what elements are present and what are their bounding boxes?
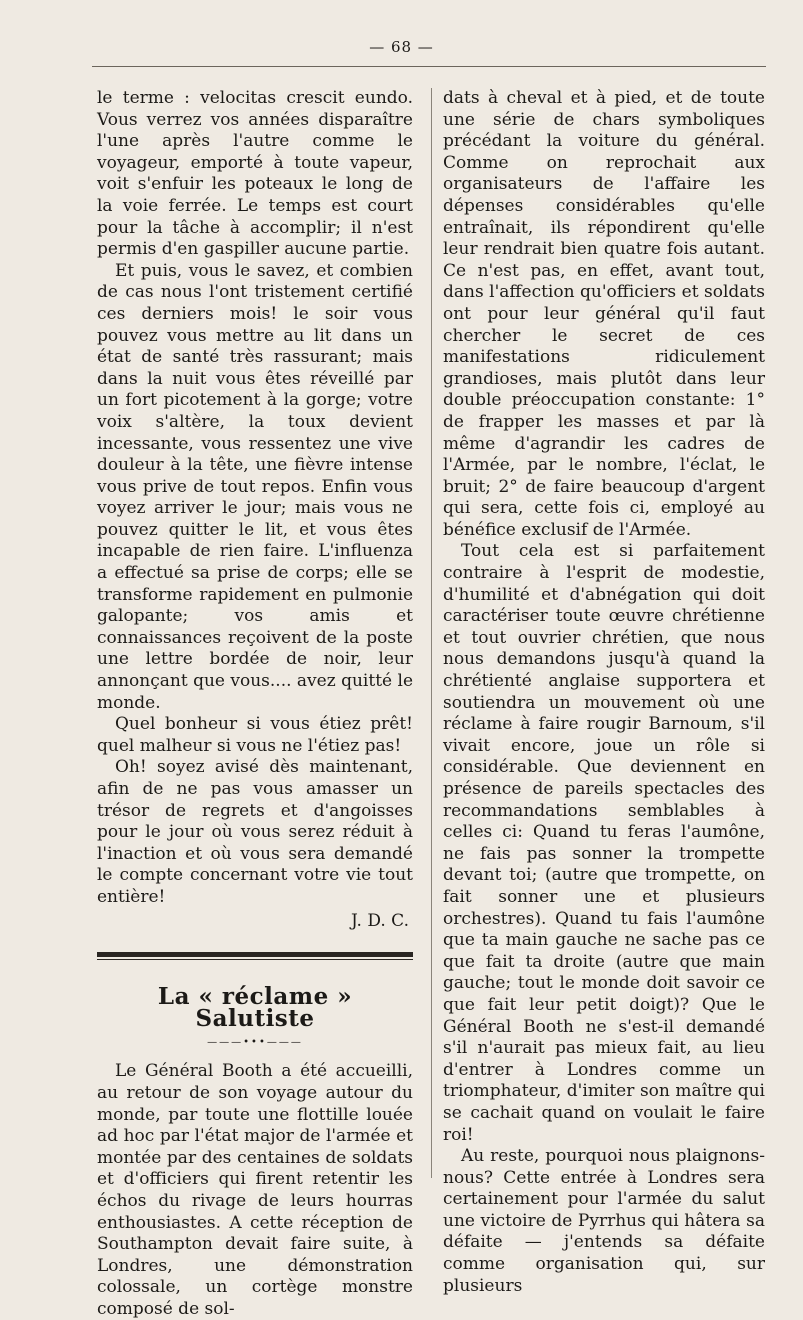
- article-title: La « réclame » Salutiste: [157, 983, 353, 1032]
- right-column: [443, 88, 765, 1297]
- article-separator: [97, 952, 413, 960]
- left-column: [97, 88, 413, 1320]
- title-ornament: ———•••———: [207, 1037, 303, 1049]
- paragraph-pyrrhus: Au reste, pourquoi nous plaignons-nous? Cette entrée à Londres sera certainement pour l'armée du salut une victoire de Pyrrhus qui hâtera sa défaite — j'entends sa défaite comme organisation qui, sur plusieurs: [443, 1146, 765, 1296]
- paragraph-modestie: Tout cela est si parfaitement contraire à l'esprit de modestie, d'humilité et d'abnégation qui doit caractériser toute œuvre chrétienne et tout ouvrier chrétien, que nous nous demandons jusqu'à quand la chrétienté anglaise supportera et soutiendra un mouvement où une réclame à faire rougir Barnoum, s'il vivait encore, joue un rôle si considérable. Que deviennent en présence de pareils spectacles des recommandations semblables à celles ci: Quand tu feras l'aumône, ne fais pas sonner la trompette devant toi; (autre que trompette, on fait sonner une et plusieurs orchestres). Quand tu fais l'aumône que ta main gauche ne sache pas ce que fait ta droite (autre que main gauche; tout le monde doit savoir ce que fait leur petit doigt)? Que le Général Booth ne s'est-il demandé s'il n'aurait pas mieux fait, au lieu d'entrer à Londres comme un triomphateur, d'imiter son maître qui se cachait quand on voulait le faire roi!: [443, 541, 765, 1145]
- paragraph-velocitas: le terme : velocitas crescit eundo. Vous verrez vos années disparaître l'une après l'autre comme le voyageur, emporté à toute vapeur, voit s'enfuir les poteaux le long de la voie ferrée. Le temps est court pour la tâche à accomplir; il n'est permis d'en gaspiller aucune partie.: [97, 88, 413, 260]
- page-number: — 68 —: [369, 38, 434, 56]
- paragraph-bonheur: Quel bonheur si vous étiez prêt! quel malheur si vous ne l'étiez pas!: [97, 714, 413, 756]
- paragraph-influenza: Et puis, vous le savez, et combien de cas nous l'ont tristement certifié ces derniers mois! le soir vous pouvez vous mettre au lit dans un état de santé très rassurant; mais dans la nuit vous êtes réveillé par un fort picotement à la gorge; votre voix s'altère, la toux devient incessante, vous ressentez une vive douleur à la tête, une fièvre intense vous prive de tout repos. Enfin vous voyez arriver le jour; mais vous ne pouvez quitter le lit, et vous êtes incapable de rien faire. L'influenza a effectué sa prise de corps; elle se transforme rapidement en pulmonie galopante; vos amis et connaissances reçoivent de la poste une lettre bordée de noir, leur annonçant que vous.... avez quitté le monde.: [97, 260, 413, 713]
- paragraph-general-booth: Le Général Booth a été accueilli, au retour de son voyage autour du monde, par toute une flottille louée ad hoc par l'état major de l'armée et montée par des centaines de soldats et d'officiers qui firent retentir les échos du rivage de leurs hourras enthousiastes. A cette réception de Southampton devait faire suite, à Londres, une démonstration colossale, un cortège monstre composé de sol-: [97, 1061, 413, 1319]
- paragraph-exhortation: Oh! soyez avisé dès maintenant, afin de ne pas vous amasser un trésor de regrets et d'angoisses pour le jour où vous serez réduit à l'inaction et où vous sera demandé le compte concernant votre vie tout entière!: [97, 757, 413, 907]
- column-divider: [431, 88, 432, 1178]
- paragraph-cortege: dats à cheval et à pied, et de toute une série de chars symboliques précédant la voiture du général. Comme on reprochait aux organisateurs de l'affaire les dépenses considérables qu'elle entraînait, ils répondirent qu'elle leur rendrait bien quatre fois autant. Ce n'est pas, en effet, avant tout, dans l'affection qu'officiers et soldats ont pour leur général qu'il faut chercher le secret de ces manifestations ridiculement grandioses, mais plutôt dans leur double préoccupation constante: 1° de frapper les masses et par là même d'agrandir les cadres de l'Armée, par le nombre, l'éclat, le bruit; 2° de faire beaucoup d'argent qui sera, cette fois ci, employé au bénéfice exclusif de l'Armée.: [443, 88, 765, 540]
- author-signature: J. D. C.: [351, 910, 409, 931]
- header-rule: [92, 66, 766, 67]
